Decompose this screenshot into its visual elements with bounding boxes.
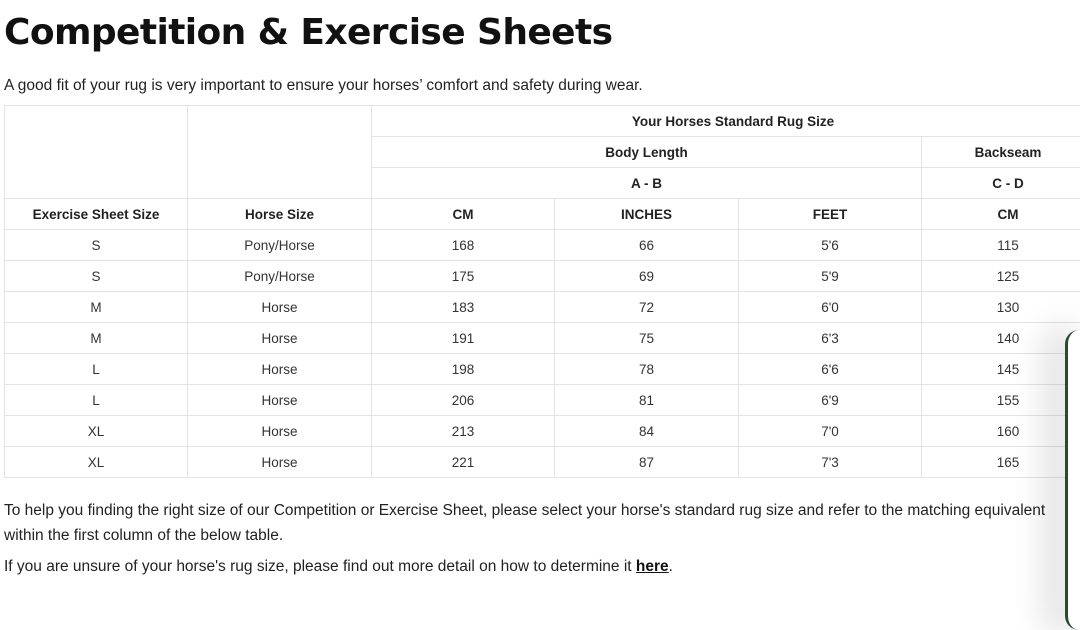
- table-cell: 72: [555, 292, 739, 323]
- table-cell: 175: [372, 261, 555, 292]
- table-cell: S: [5, 261, 188, 292]
- intro-text: A good fit of your rug is very important to ensure your horses’ comfort and safety during wear.: [4, 77, 643, 95]
- backseam-header: Backseam: [922, 137, 1080, 168]
- table-cell: 130: [922, 292, 1080, 323]
- table-cell: 81: [555, 385, 739, 416]
- column-header: FEET: [739, 199, 922, 230]
- table-cell: 125: [922, 261, 1080, 292]
- table-cell: XL: [5, 416, 188, 447]
- table-cell: 213: [372, 416, 555, 447]
- table-cell: Horse: [188, 385, 372, 416]
- table-cell: 7'0: [739, 416, 922, 447]
- size-table: [4, 105, 1080, 478]
- table-cell: 191: [372, 323, 555, 354]
- table-cell: 6'6: [739, 354, 922, 385]
- page-title: Competition & Exercise Sheets: [4, 12, 612, 53]
- table-cell: Horse: [188, 292, 372, 323]
- table-cell: L: [5, 385, 188, 416]
- table-cell: 198: [372, 354, 555, 385]
- table-cell: 75: [555, 323, 739, 354]
- table-cell: 160: [922, 416, 1080, 447]
- table-cell: 183: [372, 292, 555, 323]
- table-cell: 69: [555, 261, 739, 292]
- table-cell: Pony/Horse: [188, 261, 372, 292]
- table-cell: Horse: [188, 447, 372, 478]
- size-guide-note: To help you finding the right size of our Competition or Exercise Sheet, please select your horse's standard rug size and refer to the matching equivalent within the first column of the below table.: [4, 498, 1064, 548]
- here-link[interactable]: here: [636, 558, 669, 575]
- table-cell: 221: [372, 447, 555, 478]
- column-header: CM: [922, 199, 1080, 230]
- body-length-header: Body Length: [372, 137, 922, 168]
- table-cell: 87: [555, 447, 739, 478]
- table-cell: M: [5, 323, 188, 354]
- table-cell: M: [5, 292, 188, 323]
- table-cell: XL: [5, 447, 188, 478]
- table-cell: Horse: [188, 323, 372, 354]
- table-cell: 6'0: [739, 292, 922, 323]
- table-cell: 168: [372, 230, 555, 261]
- table-cell: Horse: [188, 354, 372, 385]
- table-cell: Pony/Horse: [188, 230, 372, 261]
- table-row: [5, 323, 1080, 354]
- column-header: INCHES: [555, 199, 739, 230]
- table-cell: 5'9: [739, 261, 922, 292]
- table-row: [5, 292, 1080, 323]
- table-cell: 140: [922, 323, 1080, 354]
- table-cell: 115: [922, 230, 1080, 261]
- empty-header-cell: [5, 106, 188, 199]
- table-row: [5, 416, 1080, 447]
- table-row: [5, 261, 1080, 292]
- column-header: Horse Size: [188, 199, 372, 230]
- table-row: [5, 447, 1080, 478]
- empty-header-cell: [188, 106, 372, 199]
- backseam-subheader: C - D: [922, 168, 1080, 199]
- table-cell: 165: [922, 447, 1080, 478]
- table-row: [5, 230, 1080, 261]
- rug-size-group-header: Your Horses Standard Rug Size: [372, 106, 1080, 137]
- body-length-subheader: A - B: [372, 168, 922, 199]
- table-cell: L: [5, 354, 188, 385]
- table-cell: 66: [555, 230, 739, 261]
- table-cell: 5'6: [739, 230, 922, 261]
- help-note-text: If you are unsure of your horse's rug size, please find out more detail on how to determine it: [4, 558, 636, 575]
- table-cell: 206: [372, 385, 555, 416]
- table-cell: 6'3: [739, 323, 922, 354]
- table-cell: 6'9: [739, 385, 922, 416]
- table-cell: Horse: [188, 416, 372, 447]
- help-note-suffix: .: [669, 558, 673, 575]
- table-row: [5, 385, 1080, 416]
- table-cell: 78: [555, 354, 739, 385]
- column-header: Exercise Sheet Size: [5, 199, 188, 230]
- table-cell: 145: [922, 354, 1080, 385]
- column-header: CM: [372, 199, 555, 230]
- table-cell: 84: [555, 416, 739, 447]
- table-row: [5, 354, 1080, 385]
- rug-size-help-note: [4, 554, 1064, 579]
- table-cell: 155: [922, 385, 1080, 416]
- table-cell: 7'3: [739, 447, 922, 478]
- table-cell: S: [5, 230, 188, 261]
- side-feedback-tab[interactable]: [1065, 330, 1080, 630]
